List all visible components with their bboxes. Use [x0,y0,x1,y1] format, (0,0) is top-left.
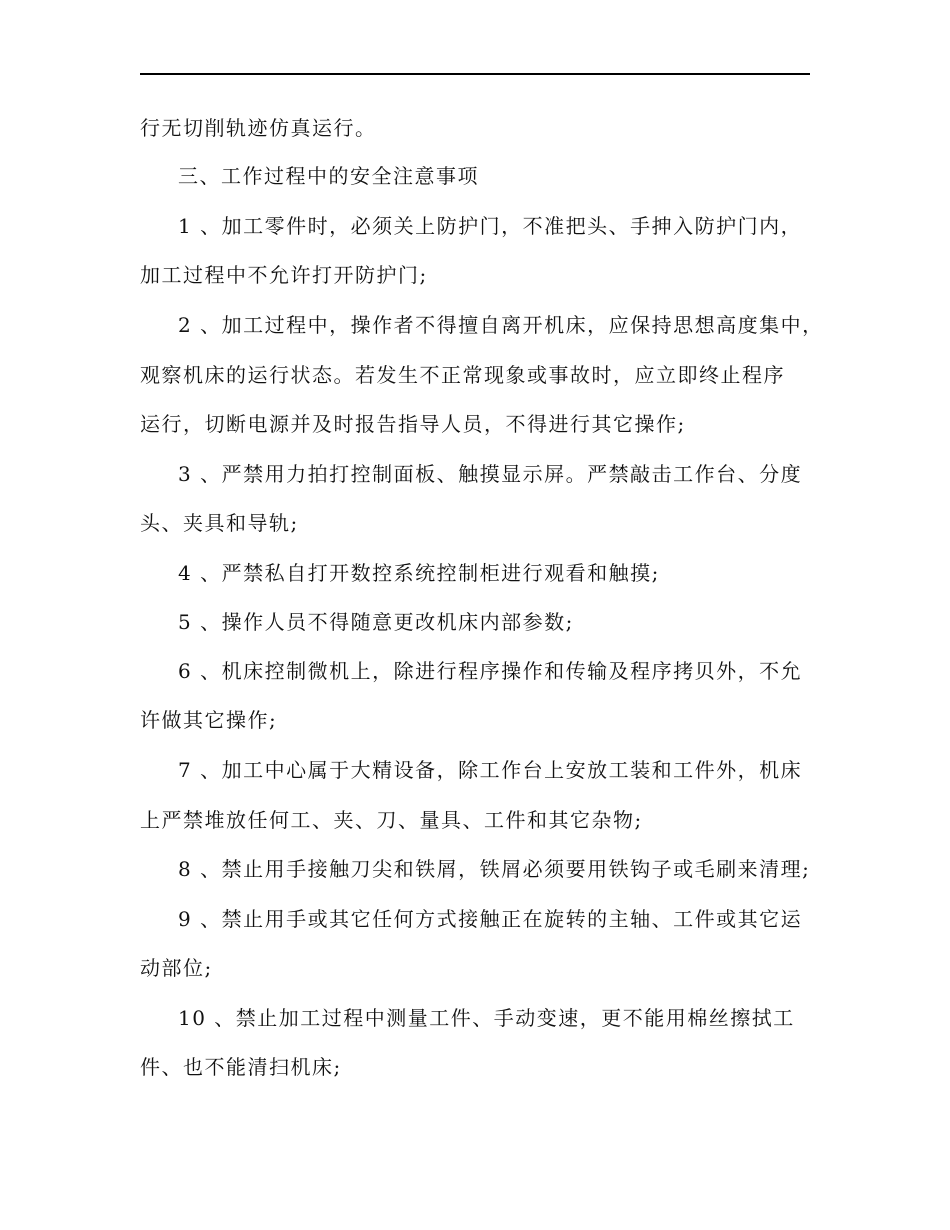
text-line: 动部位; [140,956,213,980]
text-line: 3 、严禁用力拍打控制面板、触摸显示屏。严禁敲击工作台、分度 [178,462,803,486]
text-line: 许做其它操作; [140,708,278,732]
text-line: 5 、操作人员不得随意更改机床内部参数; [178,610,574,634]
text-line: 9 、禁止用手或其它任何方式接触正在旋转的主轴、工件或其它运 [178,907,803,931]
text-line: 观察机床的运行状态。若发生不正常现象或事故时，应立即终止程序 [140,363,785,387]
text-line: 7 、加工中心属于大精设备，除工作台上安放工装和工件外，机床 [178,758,803,782]
text-line: 件、也不能清扫机床; [140,1055,342,1079]
header-rule [140,73,810,75]
text-line: 4 、严禁私自打开数控系统控制柜进行观看和触摸; [178,561,660,585]
text-line: 8 、禁止用手接触刀尖和铁屑，铁屑必须要用铁钩子或毛刷来清理; [178,857,811,881]
text-line: 6 、机床控制微机上，除进行程序操作和传输及程序拷贝外，不允 [178,659,803,683]
text-line: 运行，切断电源并及时报告指导人员，不得进行其它操作; [140,412,686,436]
text-line: 行无切削轨迹仿真运行。 [140,116,377,140]
text-line: 头、夹具和导轨; [140,511,299,535]
text-line: 2 、加工过程中，操作者不得擅自离开机床，应保持思想高度集中， [178,313,824,337]
text-line: 10 、禁止加工过程中测量工件、手动变速，更不能用棉丝擦拭工 [178,1006,795,1030]
text-line: 加工过程中不允许打开防护门; [140,263,428,287]
text-line: 1 、加工零件时，必须关上防护门，不准把头、手抻入防护门内， [178,214,803,238]
section-heading: 三、工作过程中的安全注意事项 [178,164,479,188]
text-line: 上严禁堆放任何工、夹、刀、量具、工件和其它杂物; [140,808,643,832]
